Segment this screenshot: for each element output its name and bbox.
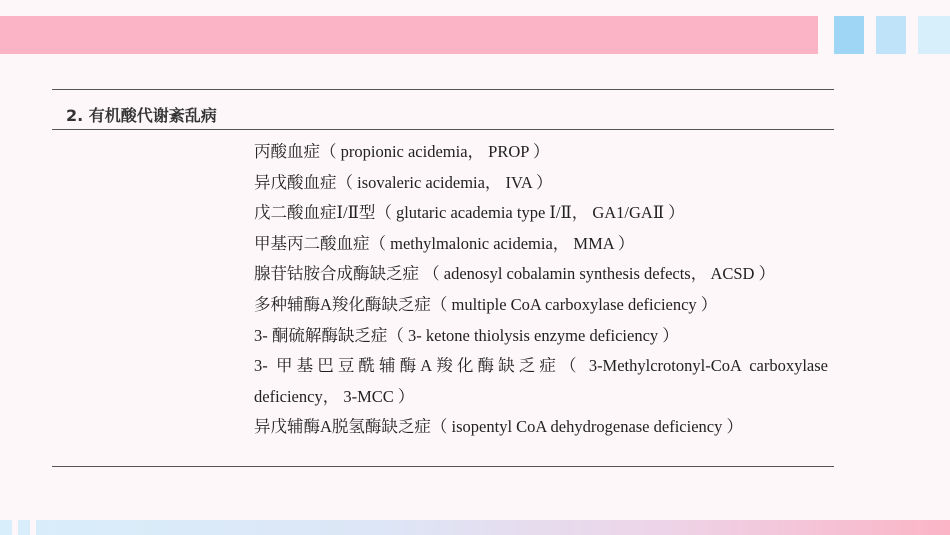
list-item: 多种辅酶A羧化酶缺乏症（ multiple CoA carboxylase deficiency ） [254, 294, 718, 314]
footer-gap [30, 520, 36, 535]
header-accent-bar [0, 16, 818, 54]
section-title: 2. 有机酸代谢紊乱病 [66, 106, 217, 125]
list-item: 腺苷钴胺合成酶缺乏症 （ adenosyl cobalamin synthesis defects， ACSD ） [254, 264, 776, 284]
table-top-rule [52, 89, 834, 90]
list-item: 3- 酮硫解酶缺乏症（ 3- ketone thiolysis enzyme deficiency ） [254, 325, 679, 345]
header-accent-square [834, 16, 864, 54]
footer-accent-bar [0, 520, 950, 535]
table-bottom-rule [52, 466, 834, 467]
list-item: 异戊酸血症（ isovaleric acidemia， IVA ） [254, 172, 553, 192]
list-item: 异戊辅酶A脱氢酶缺乏症（ isopentyl CoA dehydrogenase deficiency ） [254, 417, 743, 437]
list-item: 3- 甲基巴豆酰辅酶A羧化酶缺乏症（ 3-Methylcrotonyl-CoA carboxylase deficiency， 3-MCC ） [254, 356, 828, 406]
header-accent-square [918, 16, 950, 54]
list-item: 戊二酸血症Ⅰ/Ⅱ型（ glutaric academia type Ⅰ/Ⅱ， GA1/GAⅡ ） [254, 203, 685, 223]
footer-gap [12, 520, 18, 535]
disease-list [254, 137, 828, 443]
header-accent-square [876, 16, 906, 54]
list-item: 丙酸血症（ propionic acidemia， PROP ） [254, 142, 550, 161]
list-item: 甲基丙二酸血症（ methylmalonic acidemia， MMA ） [254, 233, 635, 253]
table-header-rule [52, 129, 834, 130]
